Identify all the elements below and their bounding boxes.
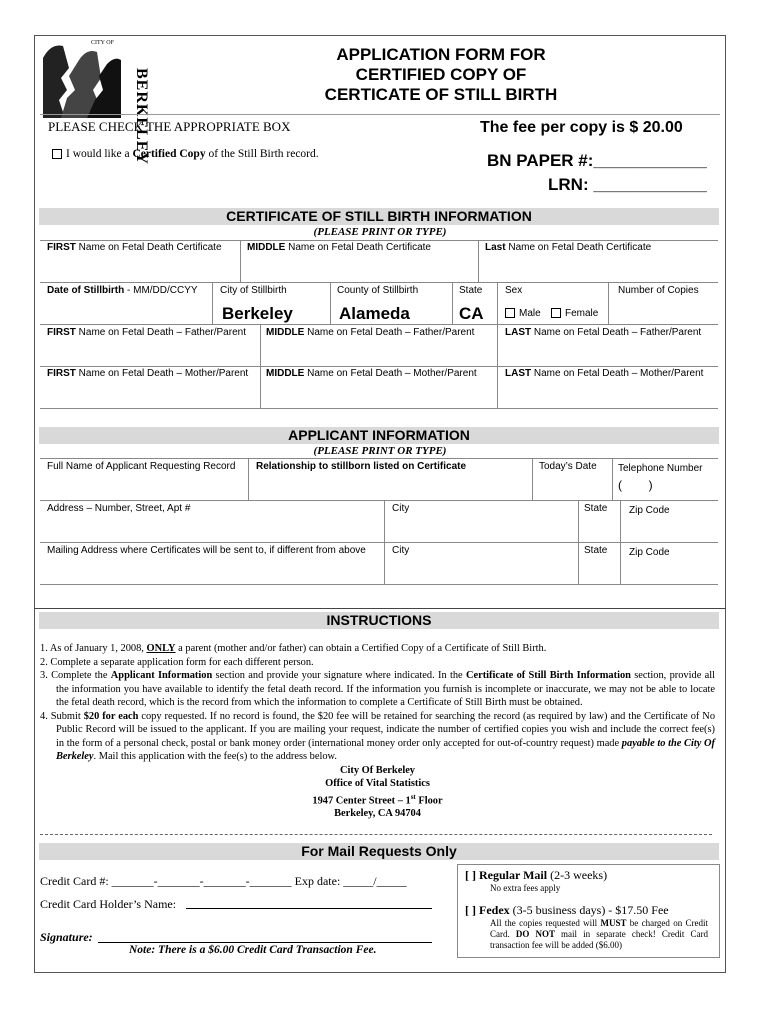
applicant-section-title: APPLICANT INFORMATION — [39, 427, 719, 444]
stillbirth-date-label: Date of Stillbirth - MM/DD/CCYY — [47, 285, 198, 296]
row-line — [40, 240, 718, 241]
stillbirth-state-value[interactable]: CA — [459, 304, 484, 323]
mother-last-name-label: LAST Name on Fetal Death – Mother/Parent — [505, 368, 704, 379]
col-line — [478, 240, 479, 282]
male-option[interactable]: Male — [505, 308, 541, 320]
mailing-city-label: City — [392, 545, 410, 556]
stillbirth-city-value[interactable]: Berkeley — [222, 304, 293, 323]
telephone-field[interactable]: ( ) — [618, 478, 653, 492]
credit-card-field[interactable]: Credit Card #: _______-_______-_______-_______ Exp date: _____/_____ — [40, 874, 407, 888]
lrn-field[interactable]: LRN: ____________ — [548, 175, 707, 194]
header-divider — [40, 114, 720, 115]
stillbirth-county-label: County of Stillbirth — [337, 285, 419, 296]
mailing-address-line4: Berkeley, CA 94704 — [334, 808, 421, 820]
instructions-title: INSTRUCTIONS — [39, 612, 719, 629]
logo-city-of: CITY OF — [91, 40, 114, 46]
mailing-zip-label: Zip Code — [629, 547, 670, 558]
row-line — [40, 408, 718, 409]
father-last-name-label: LAST Name on Fetal Death – Father/Parent — [505, 327, 702, 338]
row-line — [40, 500, 718, 501]
telephone-label: Telephone Number — [618, 463, 703, 474]
number-of-copies-label: Number of Copies — [618, 285, 699, 296]
instruction-4: 4. Submit $20 for each copy requested. If no record is found, the $20 fee will be retained for searching the record (as required by law) and the Certificate of No Public Record will be issued to the applicant. If you are mailing your request, indicate the number of certified copies you wish and include the correct fee(s) in the form of a personal check, postal or bank money order (international money order only accepted for out-of-country request) made payable to the City Of Berkeley. Mail this application with the fee(s) to the address below. — [40, 710, 716, 762]
col-line — [240, 240, 241, 282]
address-state-label: State — [584, 503, 608, 514]
todays-date-label: Today’s Date — [539, 461, 597, 472]
row-line — [40, 584, 718, 585]
signature-label: Signature: — [40, 930, 93, 944]
certified-copy-checkbox[interactable] — [52, 149, 62, 159]
certificate-print-note: (PLEASE PRINT OR TYPE) — [313, 226, 447, 238]
row-line — [40, 282, 718, 283]
mother-middle-name-label: MIDDLE Name on Fetal Death – Mother/Parent — [266, 368, 477, 379]
instruction-3: 3. Complete the Applicant Information section and provide your signature where indicated. In the Certificate of Still Birth Information section, provide all the information you have available to identify the fetal death record. If the information you furnish is incomplete or inaccurate, we may not be able to locate the fetal death record, which is the record from which the information to complete a Certificate of Still Birth must be obtained. — [40, 670, 716, 708]
berkeley-logo: CITY OF BERKELEY — [41, 38, 150, 118]
stillbirth-state-label: State — [459, 285, 483, 296]
mailing-state-label: State — [584, 545, 608, 556]
dashed-divider — [40, 834, 712, 835]
col-line — [608, 282, 609, 324]
applicant-print-note: (PLEASE PRINT OR TYPE) — [313, 445, 447, 457]
stillbirth-county-value[interactable]: Alameda — [339, 304, 410, 323]
credit-card-fee-note: Note: There is a $6.00 Credit Card Transaction Fee. — [129, 944, 377, 956]
address-zip-label: Zip Code — [629, 505, 670, 516]
col-line — [532, 458, 533, 500]
address-city-label: City — [392, 503, 410, 514]
fetal-middle-name-label: MIDDLE Name on Fetal Death Certificate — [247, 242, 431, 253]
sex-label: Sex — [505, 285, 523, 296]
father-first-name-label: FIRST Name on Fetal Death – Father/Parent — [47, 327, 246, 338]
fedex-option[interactable]: [ ] Fedex (3-5 business days) - $17.50 Fee — [465, 903, 669, 917]
certified-copy-option[interactable]: I would like a Certified Copy of the Still Birth record. — [52, 148, 319, 160]
instruction-2: 2. Complete a separate application form for each different person. — [40, 656, 314, 668]
card-holder-line[interactable] — [186, 908, 432, 909]
mailing-address-line1: City Of Berkeley — [339, 764, 416, 776]
regular-mail-option[interactable]: [ ] Regular Mail (2-3 weeks) — [465, 868, 608, 882]
female-option[interactable]: Female — [551, 308, 598, 320]
row-line — [40, 542, 718, 543]
female-checkbox[interactable] — [551, 308, 561, 318]
fetal-first-name-label: FIRST Name on Fetal Death Certificate — [47, 242, 222, 253]
regular-mail-note: No extra fees apply — [490, 883, 561, 893]
card-holder-label: Credit Card Holder’s Name: — [40, 897, 177, 911]
check-box-instruction: PLEASE CHECK THE APPROPRIATE BOX — [48, 119, 291, 134]
instruction-1: 1. As of January 1, 2008, ONLY a parent (mother and/or father) can obtain a Certified Copy of a Certificate of Still Birth. — [40, 643, 547, 654]
fee-text: The fee per copy is $ 20.00 — [480, 119, 683, 136]
fetal-last-name-label: Last Name on Fetal Death Certificate — [485, 242, 652, 253]
mother-first-name-label: FIRST Name on Fetal Death – Mother/Parent — [47, 368, 249, 379]
col-line — [452, 282, 453, 324]
mailing-address-label: Mailing Address where Certificates will be sent to, if different from above — [47, 545, 366, 556]
col-line — [612, 458, 613, 500]
col-line — [330, 282, 331, 324]
row-line — [40, 366, 718, 367]
signature-line[interactable] — [98, 942, 432, 943]
male-checkbox[interactable] — [505, 308, 515, 318]
form-title: APPLICATION FORM FOR CERTIFIED COPY OF CERTICATE OF STILL BIRTH — [324, 45, 558, 104]
col-line — [212, 282, 213, 324]
fedex-note: All the copies requested will MUST be charged on Credit Card. DO NOT mail in separate check! Credit Card transaction fee will be added ($6.00) — [490, 918, 708, 950]
row-line — [40, 458, 718, 459]
section-divider — [34, 608, 726, 609]
stillbirth-city-label: City of Stillbirth — [220, 285, 287, 296]
applicant-full-name-label: Full Name of Applicant Requesting Record — [47, 461, 236, 472]
mail-requests-title: For Mail Requests Only — [39, 843, 719, 860]
col-line — [248, 458, 249, 500]
certificate-section-title: CERTIFICATE OF STILL BIRTH INFORMATION — [39, 208, 719, 225]
mailing-address-line2: Office of Vital Statistics — [325, 778, 430, 789]
father-middle-name-label: MIDDLE Name on Fetal Death – Father/Parent — [266, 327, 475, 338]
mailing-address-line3: 1947 Center Street – 1st Floor — [312, 792, 443, 806]
address-label: Address – Number, Street, Apt # — [47, 503, 191, 514]
relationship-label: Relationship to stillborn listed on Certificate — [256, 461, 467, 472]
bn-paper-field[interactable]: BN PAPER #:____________ — [487, 151, 707, 170]
instructions-body — [40, 642, 715, 821]
col-line — [497, 282, 498, 324]
row-line — [40, 324, 718, 325]
